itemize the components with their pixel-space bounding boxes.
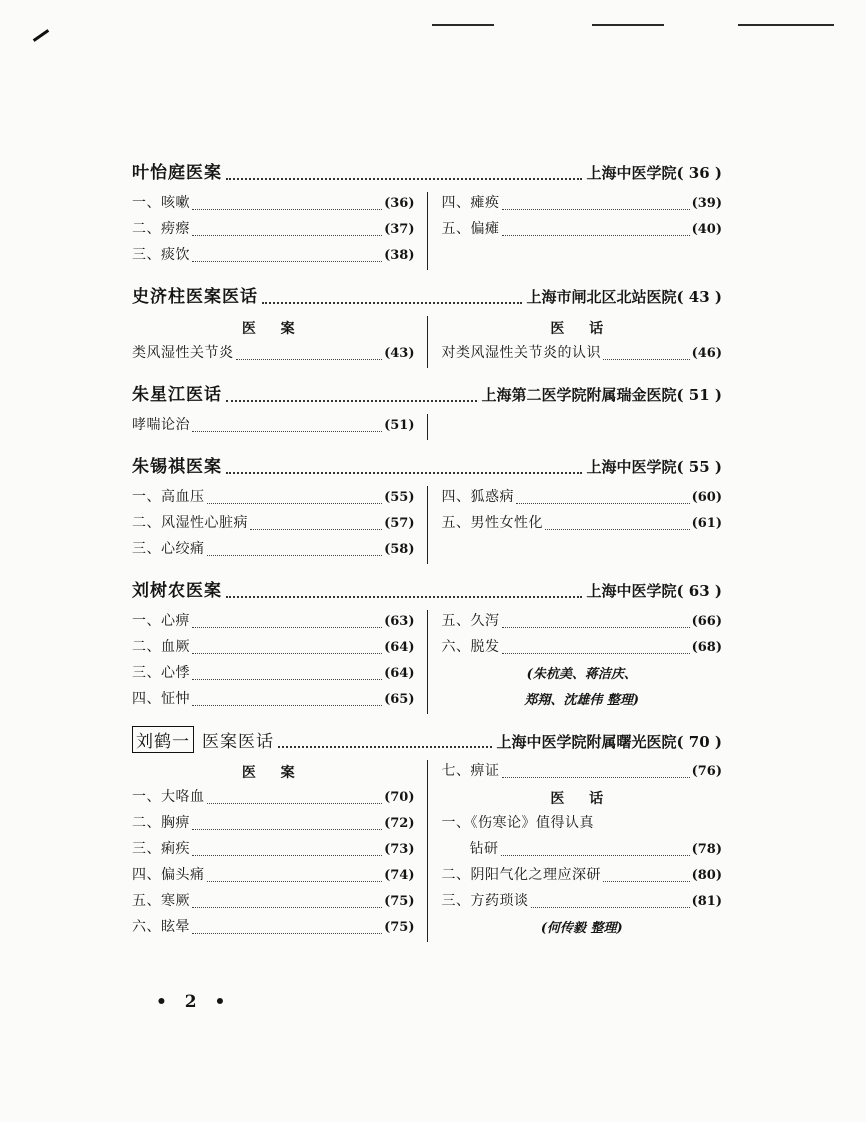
dot-leader: [502, 619, 690, 628]
entry-page: (46): [691, 346, 722, 361]
entry-label: 三、心绞痛: [132, 541, 205, 557]
section-institution: 上海中医学院: [586, 164, 677, 182]
entry-page: (66): [691, 614, 722, 629]
section-heading[interactable]: [132, 452, 722, 482]
entry-page: (61): [691, 516, 722, 531]
toc-entry[interactable]: [442, 610, 723, 636]
entry-label: 钻研: [469, 841, 499, 857]
editor-note: 郑翔、沈雄伟 整理): [524, 693, 640, 708]
dot-leader: [192, 671, 382, 680]
dot-leader: [502, 645, 690, 654]
toc-section: [132, 452, 722, 564]
dot-leader: [502, 769, 690, 778]
section-page: ( 55 ): [676, 458, 722, 476]
dot-leader: [192, 821, 382, 830]
editor-note: (何传毅 整理): [540, 921, 623, 936]
entry-label: 四、怔忡: [132, 691, 190, 707]
section-page: ( 63 ): [676, 582, 722, 600]
toc-entry[interactable]: [442, 218, 723, 244]
entry-label: 二、血厥: [132, 639, 190, 655]
toc-page: [132, 158, 722, 954]
corner-mark: [33, 29, 49, 42]
dot-leader: [226, 460, 582, 474]
entry-page: (38): [384, 248, 415, 263]
dot-leader: [262, 290, 522, 304]
entry-label: 六、眩晕: [132, 919, 190, 935]
toc-entry[interactable]: [132, 192, 415, 218]
toc-entry[interactable]: [132, 812, 415, 838]
entry-label: 七、痹证: [441, 763, 500, 779]
dot-leader: [250, 521, 382, 530]
dot-leader: [226, 388, 477, 402]
toc-entry[interactable]: [132, 512, 415, 538]
subheading-talks: 医 话: [550, 321, 614, 337]
section-author: 刘树农医案: [132, 581, 222, 601]
entry-page: (70): [384, 790, 415, 805]
dot-leader: [192, 253, 382, 262]
subheading-talks: 医 话: [550, 791, 614, 807]
section-heading[interactable]: [132, 576, 722, 606]
dot-leader: [192, 925, 382, 934]
entry-label: 六、脱发: [441, 639, 500, 655]
entry-page: (43): [384, 346, 415, 361]
entry-page: (65): [384, 692, 415, 707]
toc-entry[interactable]: [132, 786, 415, 812]
entry-page: (76): [691, 764, 722, 779]
entry-label: 一、心痹: [132, 613, 190, 629]
dot-leader: [192, 899, 382, 908]
dot-leader: [192, 423, 382, 432]
section-heading[interactable]: [132, 726, 722, 756]
toc-entry[interactable]: [442, 342, 723, 368]
dot-leader: [207, 795, 383, 804]
toc-entry[interactable]: [132, 636, 415, 662]
section-author: 朱星江医话: [132, 385, 222, 405]
toc-entry[interactable]: [132, 890, 415, 916]
entry-label: 一、高血压: [132, 489, 205, 505]
section-author: 史济柱医案医话: [132, 287, 258, 307]
dot-leader: [192, 645, 382, 654]
toc-entry[interactable]: [132, 864, 415, 890]
entry-page: (55): [384, 490, 415, 505]
dot-leader: [516, 495, 690, 504]
entry-label: 二、痨瘵: [132, 221, 190, 237]
entry-page: (36): [384, 196, 415, 211]
toc-section: [132, 158, 722, 270]
toc-entry[interactable]: [442, 636, 723, 662]
toc-entry[interactable]: [442, 512, 723, 538]
dot-leader: [226, 584, 582, 598]
toc-entry[interactable]: [132, 538, 415, 564]
entry-label: 一、《伤寒论》值得认真: [441, 815, 594, 831]
dot-leader: [236, 351, 383, 360]
entry-label: 四、偏头痛: [132, 867, 205, 883]
dot-leader: [207, 873, 383, 882]
entry-page: (40): [691, 222, 722, 237]
entry-page: (60): [691, 490, 722, 505]
entry-page: (63): [384, 614, 415, 629]
toc-entry[interactable]: [442, 760, 723, 786]
entry-label: 二、风湿性心脏病: [132, 515, 248, 531]
section-page: ( 51 ): [676, 386, 722, 404]
entry-label: 一、大咯血: [132, 789, 205, 805]
section-page: ( 70 ): [676, 733, 722, 751]
entry-label: 五、男性女性化: [441, 515, 543, 531]
entry-label: 二、阴阳气化之理应深研: [441, 867, 601, 883]
entry-label: 三、方药琐谈: [441, 893, 529, 909]
section-institution: 上海中医学院附属曙光医院: [496, 733, 677, 751]
toc-entry[interactable]: [132, 414, 415, 440]
dot-leader: [502, 201, 690, 210]
entry-page: (58): [384, 542, 415, 557]
toc-section: [132, 726, 722, 942]
entry-label: 五、偏瘫: [441, 221, 500, 237]
section-heading[interactable]: [132, 158, 722, 188]
dot-leader: [501, 847, 690, 856]
dot-leader: [226, 166, 582, 180]
entry-page: (73): [384, 842, 415, 857]
entry-page: (37): [384, 222, 415, 237]
toc-entry[interactable]: [442, 890, 723, 916]
section-page: ( 43 ): [676, 288, 722, 306]
section-author: 刘鹤一: [132, 726, 194, 753]
section-institution: 上海市闸北区北站医院: [526, 288, 677, 306]
toc-entry[interactable]: [132, 244, 415, 270]
section-heading[interactable]: [132, 282, 722, 312]
dot-leader: [192, 619, 382, 628]
dot-leader: [603, 351, 690, 360]
dot-leader: [192, 847, 382, 856]
toc-entry[interactable]: [132, 218, 415, 244]
entry-label: 类风湿性关节炎: [132, 345, 234, 361]
entry-label: 三、痰饮: [132, 247, 190, 263]
section-title: 医案医话: [202, 732, 274, 752]
entry-page: (64): [384, 640, 415, 655]
entry-page: (74): [384, 868, 415, 883]
entry-page: (80): [691, 868, 722, 883]
dot-leader: [207, 495, 383, 504]
toc-entry-wrapped[interactable]: [442, 812, 723, 838]
section-page: ( 36 ): [676, 164, 722, 182]
toc-entry[interactable]: [442, 192, 723, 218]
dot-leader: [545, 521, 690, 530]
entry-page: (51): [384, 418, 415, 433]
editor-note: (朱杭美、蒋洁庆、: [526, 667, 637, 682]
section-heading[interactable]: [132, 380, 722, 410]
section-institution: 上海第二医学院附属瑞金医院: [481, 386, 677, 404]
section-institution: 上海中医学院: [586, 458, 677, 476]
entry-label: 一、咳嗽: [132, 195, 190, 211]
dot-leader: [192, 227, 382, 236]
dot-leader: [603, 873, 690, 882]
section-institution: 上海中医学院: [586, 582, 677, 600]
entry-page: (75): [384, 894, 415, 909]
entry-label: 对类风湿性关节炎的认识: [441, 345, 601, 361]
dot-leader: [278, 734, 492, 748]
entry-page: (78): [691, 842, 722, 857]
page-number: • 2 •: [156, 992, 232, 1012]
dot-leader: [192, 201, 382, 210]
toc-entry[interactable]: [132, 916, 415, 942]
entry-label: 四、瘫痪: [441, 195, 500, 211]
entry-label: 五、寒厥: [132, 893, 190, 909]
toc-entry[interactable]: [132, 342, 415, 368]
section-author: 叶怡庭医案: [132, 163, 222, 183]
entry-page: (39): [691, 196, 722, 211]
dot-leader: [502, 227, 690, 236]
dot-leader: [192, 697, 382, 706]
entry-label: 哮喘论治: [132, 417, 190, 433]
toc-entry[interactable]: [442, 486, 723, 512]
dot-leader: [207, 547, 383, 556]
entry-label: 二、胸痹: [132, 815, 190, 831]
toc-entry[interactable]: [442, 838, 723, 864]
entry-page: (72): [384, 816, 415, 831]
section-author: 朱锡祺医案: [132, 457, 222, 477]
toc-entry[interactable]: [132, 610, 415, 636]
entry-label: 三、痢疾: [132, 841, 190, 857]
toc-entry[interactable]: [132, 838, 415, 864]
toc-entry[interactable]: [132, 486, 415, 512]
toc-entry[interactable]: [442, 864, 723, 890]
entry-label: 五、久泻: [441, 613, 500, 629]
entry-page: (75): [384, 920, 415, 935]
entry-page: (57): [384, 516, 415, 531]
top-rule: [592, 24, 664, 26]
entry-page: (64): [384, 666, 415, 681]
entry-label: 三、心悸: [132, 665, 190, 681]
subheading-cases: 医 案: [241, 321, 305, 337]
subheading-cases: 医 案: [241, 765, 305, 781]
entry-label: 四、狐惑病: [441, 489, 514, 505]
dot-leader: [531, 899, 690, 908]
entry-page: (81): [691, 894, 722, 909]
top-rule: [738, 24, 834, 26]
toc-section: [132, 282, 722, 368]
toc-entry[interactable]: [132, 662, 415, 688]
toc-section: [132, 576, 722, 714]
entry-page: (68): [691, 640, 722, 655]
toc-entry[interactable]: [132, 688, 415, 714]
top-rule: [432, 24, 494, 26]
toc-section: [132, 380, 722, 440]
